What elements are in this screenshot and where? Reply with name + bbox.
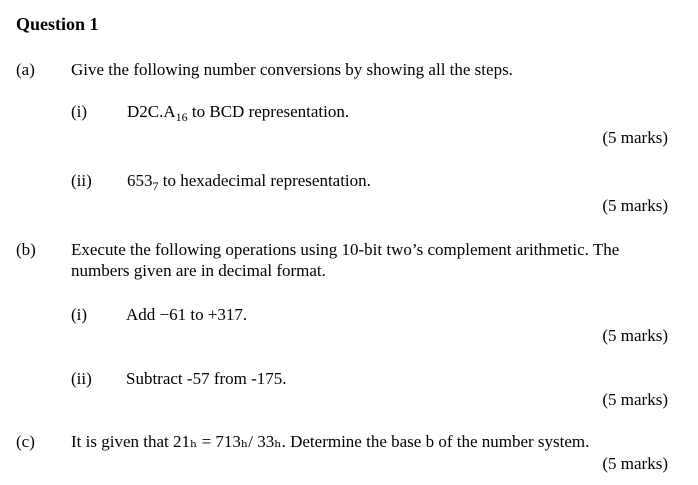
part-b-item-2-marks: (5 marks) bbox=[602, 390, 668, 409]
part-a-item-2-number: 653 bbox=[127, 171, 153, 190]
part-a-item-1-text bbox=[127, 102, 349, 122]
part-b-item-2-text: Subtract -57 from -175. bbox=[126, 369, 287, 388]
part-a-label: (a) bbox=[16, 60, 35, 79]
part-b-item-1-text: Add −61 to +317. bbox=[126, 305, 248, 324]
part-b-label: (b) bbox=[16, 240, 36, 259]
part-a-item-1-number: D2C.A bbox=[127, 102, 176, 121]
part-a-item-2-text bbox=[127, 171, 371, 191]
part-a-item-1-label: (i) bbox=[71, 102, 88, 121]
part-a-item-2-marks: (5 marks) bbox=[602, 196, 668, 215]
part-c-text: It is given that 21ₕ = 713ₕ/ 33ₕ. Determine the base b of the number system. bbox=[71, 432, 590, 451]
part-c-marks: (5 marks) bbox=[602, 454, 668, 473]
part-b-item-1-marks: (5 marks) bbox=[602, 326, 668, 345]
part-a-item-2-base: 7 bbox=[152, 179, 159, 193]
part-a-item-2-label: (ii) bbox=[71, 171, 92, 190]
part-c-label: (c) bbox=[16, 432, 35, 451]
part-a-item-1-marks: (5 marks) bbox=[602, 128, 668, 147]
part-a-instruction: Give the following number conversions by showing all the steps. bbox=[71, 60, 513, 79]
part-a-item-1-base: 16 bbox=[175, 110, 188, 124]
part-b-item-2-label: (ii) bbox=[71, 369, 92, 388]
part-b-instruction-line-2: numbers given are in decimal format. bbox=[71, 261, 326, 280]
part-b-instruction-line-1: Execute the following operations using 10-bit two’s complement arithmetic. The bbox=[71, 240, 620, 259]
part-a-item-1-rest: to BCD representation. bbox=[187, 102, 350, 121]
part-a-item-2-rest: to hexadecimal representation. bbox=[158, 171, 371, 190]
question-title: Question 1 bbox=[16, 14, 99, 34]
part-b-item-1-label: (i) bbox=[71, 305, 88, 324]
